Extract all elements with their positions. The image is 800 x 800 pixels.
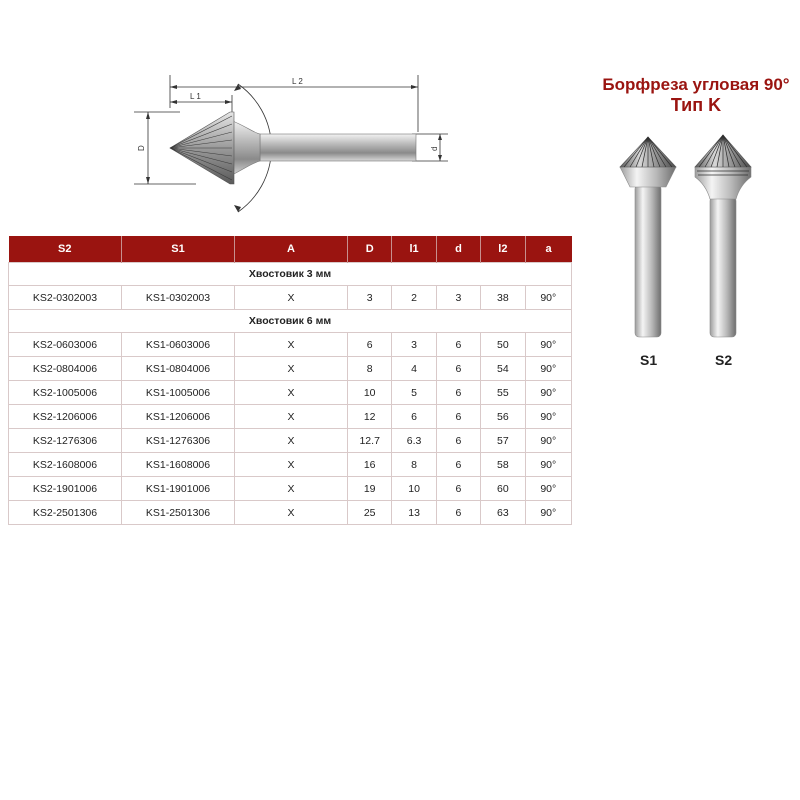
table-cell: 3 [348, 286, 392, 310]
table-cell: 90° [525, 381, 571, 405]
table-cell: 6 [436, 405, 480, 429]
table-row [9, 477, 572, 501]
table-cell: 6 [436, 477, 480, 501]
table-cell: 54 [481, 357, 525, 381]
table-cell: X [235, 429, 348, 453]
table-cell: 90° [525, 286, 571, 310]
table-cell: 10 [392, 477, 436, 501]
table-cell: 6.3 [392, 429, 436, 453]
table-cell: 63 [481, 501, 525, 525]
table-cell: 5 [392, 381, 436, 405]
table-cell: 90° [525, 429, 571, 453]
column-header: a [525, 236, 571, 263]
table-cell: KS2-2501306 [9, 501, 122, 525]
table-cell: KS2-1901006 [9, 477, 122, 501]
table-cell: KS1-1005006 [122, 381, 235, 405]
title-line-2: Тип K [670, 95, 722, 115]
product-title [596, 74, 796, 116]
table-cell: 6 [436, 333, 480, 357]
table-cell: KS2-1206006 [9, 405, 122, 429]
burr-technical-drawing [120, 60, 460, 230]
table-cell: X [235, 286, 348, 310]
table-cell: X [235, 453, 348, 477]
table-cell: 55 [481, 381, 525, 405]
table-cell: 90° [525, 477, 571, 501]
table-row [9, 357, 572, 381]
column-header: l1 [392, 236, 436, 263]
table-cell: KS1-2501306 [122, 501, 235, 525]
table-cell: 2 [392, 286, 436, 310]
table-row [9, 333, 572, 357]
table-cell: X [235, 357, 348, 381]
column-header: l2 [481, 236, 525, 263]
table-cell: KS2-0804006 [9, 357, 122, 381]
s1-tool-image [620, 137, 676, 337]
table-cell: KS2-1276306 [9, 429, 122, 453]
table-cell: 57 [481, 429, 525, 453]
table-cell: 3 [392, 333, 436, 357]
table-cell: KS2-1608006 [9, 453, 122, 477]
table-cell: X [235, 381, 348, 405]
label-D: D [137, 145, 146, 151]
table-row [9, 405, 572, 429]
title-line-1: Борфреза угловая 90° [602, 75, 790, 94]
photo-label-s2: S2 [715, 352, 733, 368]
table-cell: 13 [392, 501, 436, 525]
table-cell: 19 [348, 477, 392, 501]
table-row [9, 286, 572, 310]
s2-tool-image [695, 135, 751, 337]
table-cell: 4 [392, 357, 436, 381]
table-cell: 6 [348, 333, 392, 357]
table-row [9, 429, 572, 453]
label-L1: L 1 [190, 92, 201, 101]
column-header: A [235, 236, 348, 263]
table-cell: KS1-1901006 [122, 477, 235, 501]
table-row [9, 381, 572, 405]
table-cell: 6 [436, 501, 480, 525]
table-header-row [9, 236, 572, 263]
table-row [9, 501, 572, 525]
table-cell: 58 [481, 453, 525, 477]
label-d: d [430, 146, 439, 151]
table-cell: 6 [436, 357, 480, 381]
table-cell: KS2-0302003 [9, 286, 122, 310]
table-cell: 10 [348, 381, 392, 405]
specification-table [8, 236, 572, 525]
table-cell: X [235, 405, 348, 429]
column-header: d [436, 236, 480, 263]
table-cell: KS2-0603006 [9, 333, 122, 357]
table-cell: X [235, 477, 348, 501]
table-cell: KS1-1206006 [122, 405, 235, 429]
table-cell: 6 [436, 381, 480, 405]
table-cell: 50 [481, 333, 525, 357]
table-cell: 56 [481, 405, 525, 429]
table-cell: 6 [436, 453, 480, 477]
table-cell: KS1-0603006 [122, 333, 235, 357]
group-label: Хвостовик 3 мм [9, 263, 572, 286]
column-header: D [348, 236, 392, 263]
table-cell: 16 [348, 453, 392, 477]
table-group-row [9, 263, 572, 286]
table-cell: 90° [525, 501, 571, 525]
table-cell: 6 [392, 405, 436, 429]
table-row [9, 453, 572, 477]
table-cell: 6 [436, 429, 480, 453]
table-cell: 3 [436, 286, 480, 310]
table-cell: 60 [481, 477, 525, 501]
column-header: S1 [122, 236, 235, 263]
table-cell: X [235, 501, 348, 525]
group-label: Хвостовик 6 мм [9, 310, 572, 333]
table-cell: 90° [525, 453, 571, 477]
table-cell: KS1-0302003 [122, 286, 235, 310]
table-cell: 25 [348, 501, 392, 525]
burr-product-photo [600, 115, 770, 375]
column-header: S2 [9, 236, 122, 263]
table-cell: KS1-1608006 [122, 453, 235, 477]
table-cell: 90° [525, 405, 571, 429]
table-cell: 8 [392, 453, 436, 477]
table-cell: 12.7 [348, 429, 392, 453]
table-cell: KS2-1005006 [9, 381, 122, 405]
table-group-row [9, 310, 572, 333]
table-cell: 90° [525, 333, 571, 357]
table-cell: 8 [348, 357, 392, 381]
table-cell: X [235, 333, 348, 357]
photo-label-s1: S1 [640, 352, 658, 368]
table-cell: KS1-0804006 [122, 357, 235, 381]
table-cell: 90° [525, 357, 571, 381]
table-cell: KS1-1276306 [122, 429, 235, 453]
label-L2: L 2 [292, 77, 303, 86]
table-cell: 38 [481, 286, 525, 310]
table-cell: 12 [348, 405, 392, 429]
